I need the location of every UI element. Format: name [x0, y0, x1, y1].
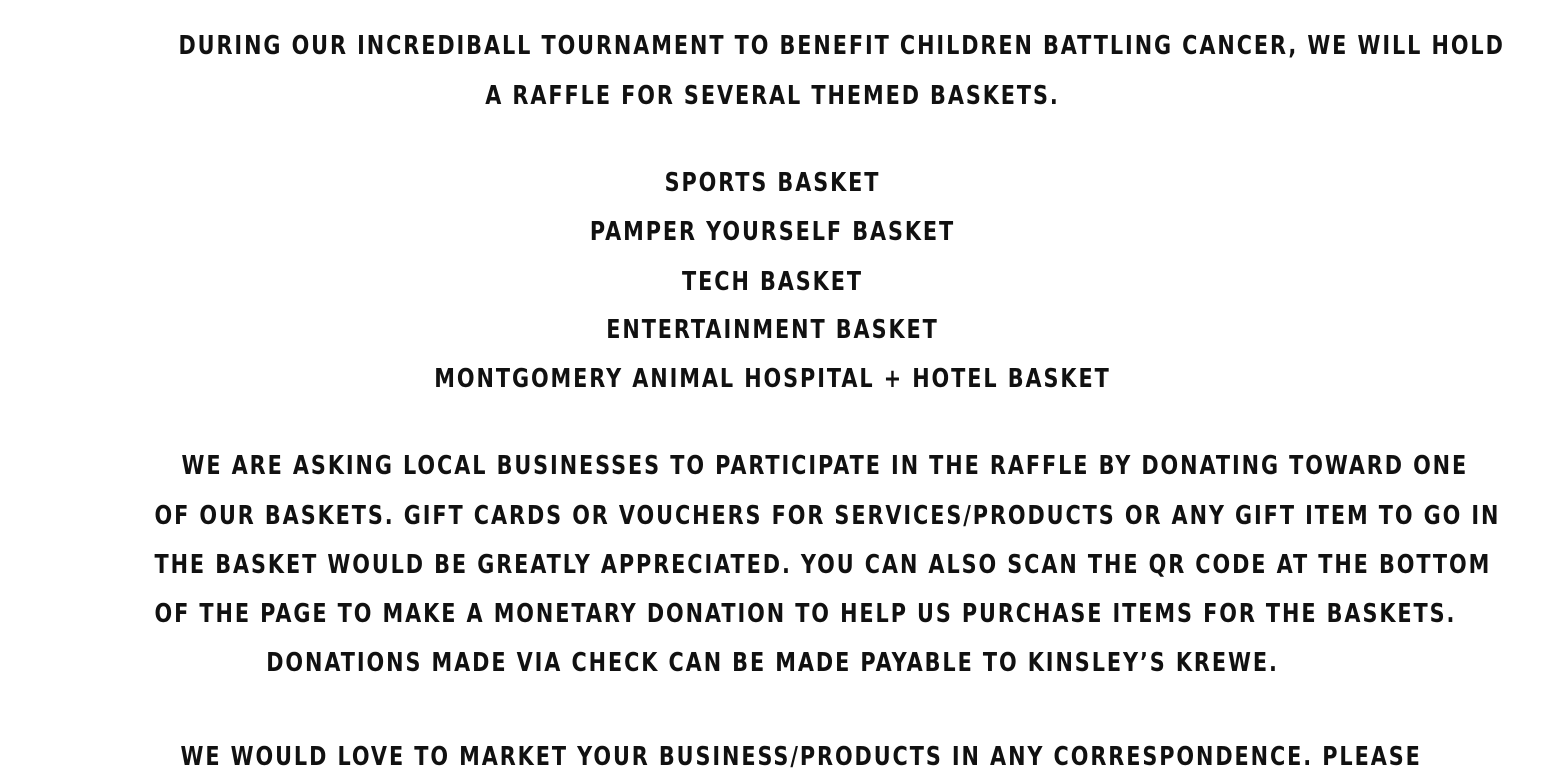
basket-item-sports: SPORTS BASKET: [664, 168, 881, 198]
ask-line-4: OF THE PAGE TO MAKE A MONETARY DONATION TO HELP US PURCHASE ITEMS FOR THE BASKETS.: [154, 599, 1457, 629]
marketing-line-1: WE WOULD LOVE TO MARKET YOUR BUSINESS/PRODUCTS IN ANY CORRESPONDENCE. PLEASE: [180, 742, 1422, 772]
intro-line-1: DURING OUR INCREDIBALL TOURNAMENT TO BENEFIT CHILDREN BATTLING CANCER, WE WILL HOLD: [178, 31, 1505, 61]
ask-line-5: DONATIONS MADE VIA CHECK CAN BE MADE PAYABLE TO KINSLEY’S KREWE.: [266, 648, 1279, 678]
ask-line-3: THE BASKET WOULD BE GREATLY APPRECIATED. YOU CAN ALSO SCAN THE QR CODE AT THE BOTTOM: [154, 550, 1492, 580]
ask-line-2: OF OUR BASKETS. GIFT CARDS OR VOUCHERS FOR SERVICES/PRODUCTS OR ANY GIFT ITEM TO GO IN: [154, 501, 1501, 531]
intro-line-2: A RAFFLE FOR SEVERAL THEMED BASKETS.: [485, 81, 1060, 111]
basket-item-animal-hospital-hotel: MONTGOMERY ANIMAL HOSPITAL + HOTEL BASKET: [434, 364, 1111, 394]
ask-line-1: WE ARE ASKING LOCAL BUSINESSES TO PARTICIPATE IN THE RAFFLE BY DONATING TOWARD ONE: [181, 451, 1469, 481]
basket-item-tech: TECH BASKET: [682, 267, 863, 297]
basket-item-entertainment: ENTERTAINMENT BASKET: [606, 315, 939, 345]
basket-item-pamper-yourself: PAMPER YOURSELF BASKET: [589, 217, 956, 247]
